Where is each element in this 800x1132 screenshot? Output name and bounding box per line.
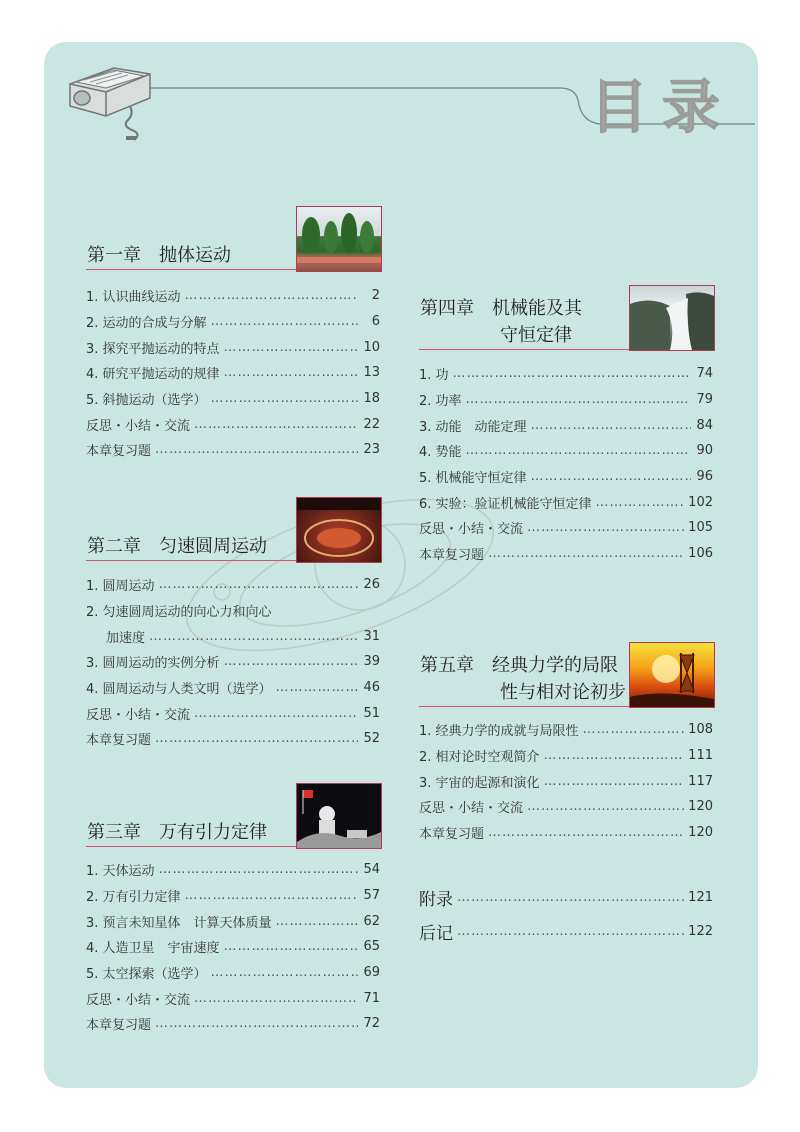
- toc-entry-appendix[interactable]: 附录 …………………………………………………………………………………………………… 121: [419, 880, 713, 914]
- chapter-3-thumbnail: [296, 783, 382, 849]
- chapter-1-thumbnail: [296, 206, 382, 272]
- chapter-1-toc: [86, 283, 380, 463]
- toc-entry[interactable]: 3. 宇宙的起源和演化 …………………………………………………………………………………………………… 117: [419, 768, 713, 794]
- appendix-toc: [419, 880, 713, 948]
- toc-entry[interactable]: 3. 圆周运动的实例分析 …………………………………………………………………………………………………… 39: [86, 649, 380, 675]
- toc-entry[interactable]: 本章复习题 …………………………………………………………………………………………………… 72: [86, 1011, 380, 1037]
- toc-entry[interactable]: 反思・小结・交流 …………………………………………………………………………………………………… 22: [86, 411, 380, 437]
- toc-entry[interactable]: 1. 经典力学的成就与局限性 …………………………………………………………………………………………………… 108: [419, 717, 713, 743]
- chapter-2-toc: [86, 572, 380, 752]
- toc-entry[interactable]: 3. 预言未知星体 计算天体质量 …………………………………………………………………………………………………… 62: [86, 908, 380, 934]
- toc-entry[interactable]: 本章复习题 …………………………………………………………………………………………………… 120: [419, 820, 713, 846]
- toc-entry[interactable]: 5. 机械能守恒定律 …………………………………………………………………………………………………… 96: [419, 464, 713, 490]
- chapter-4-thumbnail: [629, 285, 715, 351]
- chapter-1-title[interactable]: 第一章 抛体运动: [87, 245, 231, 266]
- chapter-5-thumbnail: [629, 642, 715, 708]
- toc-entry-afterword[interactable]: 后记 …………………………………………………………………………………………………… 122: [419, 914, 713, 948]
- chapter-5-toc: [419, 717, 713, 845]
- toc-entry[interactable]: 1. 天体运动 …………………………………………………………………………………………………… 54: [86, 857, 380, 883]
- toc-entry[interactable]: 1. 圆周运动 …………………………………………………………………………………………………… 26: [86, 572, 380, 598]
- toc-entry[interactable]: 2. 万有引力定律 …………………………………………………………………………………………………… 57: [86, 883, 380, 909]
- toc-entry[interactable]: 2. 相对论时空观简介 …………………………………………………………………………………………………… 111: [419, 743, 713, 769]
- toc-entry[interactable]: 3. 动能 动能定理 …………………………………………………………………………………………………… 84: [419, 412, 713, 438]
- toc-entry[interactable]: 5. 太空探索（选学） …………………………………………………………………………………………………… 69: [86, 960, 380, 986]
- toc-entry[interactable]: 4. 势能 …………………………………………………………………………………………………… 90: [419, 438, 713, 464]
- toc-entry[interactable]: 反思・小结・交流 …………………………………………………………………………………………………… 120: [419, 794, 713, 820]
- toc-entry[interactable]: 反思・小结・交流 …………………………………………………………………………………………………… 105: [419, 515, 713, 541]
- toc-entry[interactable]: 5. 斜抛运动（选学） …………………………………………………………………………………………………… 18: [86, 386, 380, 412]
- toc-entry[interactable]: 2. 功率 …………………………………………………………………………………………………… 79: [419, 387, 713, 413]
- toc-entry[interactable]: 4. 圆周运动与人类文明（选学） …………………………………………………………………………………………………… 46: [86, 675, 380, 701]
- toc-entry[interactable]: 加速度 …………………………………………………………………………………………………… 31: [86, 623, 380, 649]
- chapter-5-title-line1[interactable]: 第五章 经典力学的局限: [420, 655, 618, 676]
- chapter-4-toc: [419, 361, 713, 567]
- chapter-4-title-line1[interactable]: 第四章 机械能及其: [420, 298, 582, 319]
- toc-entry[interactable]: 本章复习题 …………………………………………………………………………………………………… 52: [86, 726, 380, 752]
- page-title: 目录: [590, 73, 735, 141]
- toc-entry[interactable]: 反思・小结・交流 …………………………………………………………………………………………………… 51: [86, 700, 380, 726]
- chapter-2-title[interactable]: 第二章 匀速圆周运动: [87, 536, 267, 557]
- toc-entry[interactable]: 4. 人造卫星 宇宙速度 …………………………………………………………………………………………………… 65: [86, 934, 380, 960]
- chapter-3-title[interactable]: 第三章 万有引力定律: [87, 822, 267, 843]
- toc-entry[interactable]: 2. 匀速圆周运动的向心力和向心: [86, 605, 272, 621]
- toc-entry[interactable]: 1. 认识曲线运动 …………………………………………………………………………………………………… 2: [86, 283, 380, 309]
- toc-entry[interactable]: 反思・小结・交流 …………………………………………………………………………………………………… 71: [86, 985, 380, 1011]
- toc-entry[interactable]: 4. 研究平抛运动的规律 …………………………………………………………………………………………………… 13: [86, 360, 380, 386]
- toc-entry[interactable]: 本章复习题 …………………………………………………………………………………………………… 106: [419, 541, 713, 567]
- toc-entry[interactable]: 3. 探究平抛运动的特点 …………………………………………………………………………………………………… 10: [86, 334, 380, 360]
- toc-entry[interactable]: 本章复习题 …………………………………………………………………………………………………… 23: [86, 437, 380, 463]
- toc-entry[interactable]: 6. 实验：验证机械能守恒定律 …………………………………………………………………………………………………… 102: [419, 489, 713, 515]
- chapter-5-title-line2[interactable]: 性与相对论初步: [500, 682, 626, 703]
- chapter-4-title-line2[interactable]: 守恒定律: [500, 325, 572, 346]
- toc-entry[interactable]: 1. 功 …………………………………………………………………………………………………… 74: [419, 361, 713, 387]
- chapter-2-thumbnail: [296, 497, 382, 563]
- toc-entry[interactable]: 2. 运动的合成与分解 …………………………………………………………………………………………………… 6: [86, 309, 380, 335]
- chapter-3-toc: [86, 857, 380, 1037]
